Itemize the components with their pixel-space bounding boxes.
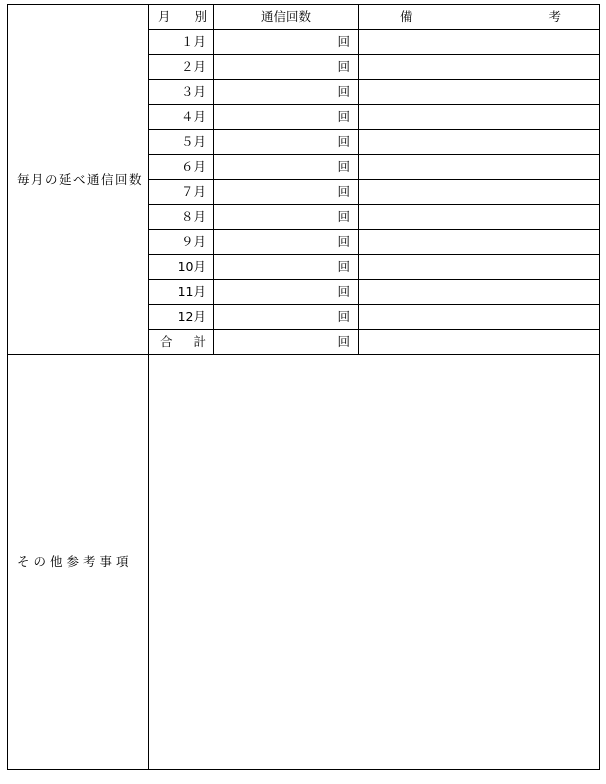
count-cell[interactable] (214, 280, 359, 305)
header-month-b: 別 (194, 9, 207, 25)
month-label: 10月 (149, 255, 214, 280)
header-remarks-a: 備 (400, 9, 413, 25)
other-notes-area[interactable] (149, 355, 600, 770)
remarks-cell[interactable] (359, 80, 600, 105)
count-unit: 回 (337, 159, 350, 175)
count-unit: 回 (337, 134, 350, 150)
remarks-cell[interactable] (359, 230, 600, 255)
month-label: ７月 (149, 180, 214, 205)
count-unit: 回 (337, 259, 350, 275)
remarks-cell[interactable] (359, 130, 600, 155)
header-row (8, 5, 600, 30)
month-label: ５月 (149, 130, 214, 155)
total-remarks-cell[interactable] (359, 330, 600, 355)
count-unit: 回 (337, 184, 350, 200)
monthly-count-label: 毎月の延べ通信回数 (8, 5, 149, 355)
count-cell[interactable] (214, 305, 359, 330)
total-count-unit: 回 (337, 334, 350, 350)
count-cell[interactable] (214, 130, 359, 155)
month-label: ９月 (149, 230, 214, 255)
count-cell[interactable] (214, 155, 359, 180)
count-unit: 回 (337, 309, 350, 325)
month-label: 12月 (149, 305, 214, 330)
count-cell[interactable] (214, 230, 359, 255)
month-label: ２月 (149, 55, 214, 80)
count-unit: 回 (337, 34, 350, 50)
remarks-cell[interactable] (359, 255, 600, 280)
communication-count-form (7, 4, 600, 770)
count-cell[interactable] (214, 180, 359, 205)
count-unit: 回 (337, 109, 350, 125)
month-label: 11月 (149, 280, 214, 305)
count-cell[interactable] (214, 255, 359, 280)
remarks-cell[interactable] (359, 155, 600, 180)
remarks-cell[interactable] (359, 280, 600, 305)
remarks-cell[interactable] (359, 30, 600, 55)
month-label: ８月 (149, 205, 214, 230)
remarks-cell[interactable] (359, 305, 600, 330)
remarks-cell[interactable] (359, 55, 600, 80)
header-remarks-b: 考 (548, 9, 561, 25)
month-label: ３月 (149, 80, 214, 105)
count-unit: 回 (337, 84, 350, 100)
count-cell[interactable] (214, 205, 359, 230)
total-label (149, 330, 214, 355)
month-label: ６月 (149, 155, 214, 180)
month-label: １月 (149, 30, 214, 55)
count-cell[interactable] (214, 30, 359, 55)
remarks-cell[interactable] (359, 205, 600, 230)
count-unit: 回 (337, 209, 350, 225)
header-month-a: 月 (158, 9, 171, 25)
header-count: 通信回数 (214, 5, 359, 30)
count-unit: 回 (337, 59, 350, 75)
count-unit: 回 (337, 234, 350, 250)
month-label: ４月 (149, 105, 214, 130)
other-notes-row (8, 355, 600, 770)
other-notes-label: その他参考事項 (8, 355, 149, 770)
count-cell[interactable] (214, 55, 359, 80)
header-month (149, 5, 214, 30)
header-remarks (359, 5, 600, 30)
total-label-b: 計 (193, 334, 206, 350)
remarks-cell[interactable] (359, 105, 600, 130)
count-cell[interactable] (214, 105, 359, 130)
count-cell[interactable] (214, 80, 359, 105)
remarks-cell[interactable] (359, 180, 600, 205)
total-label-a: 合 (160, 334, 173, 350)
total-count-cell[interactable] (214, 330, 359, 355)
count-unit: 回 (337, 284, 350, 300)
